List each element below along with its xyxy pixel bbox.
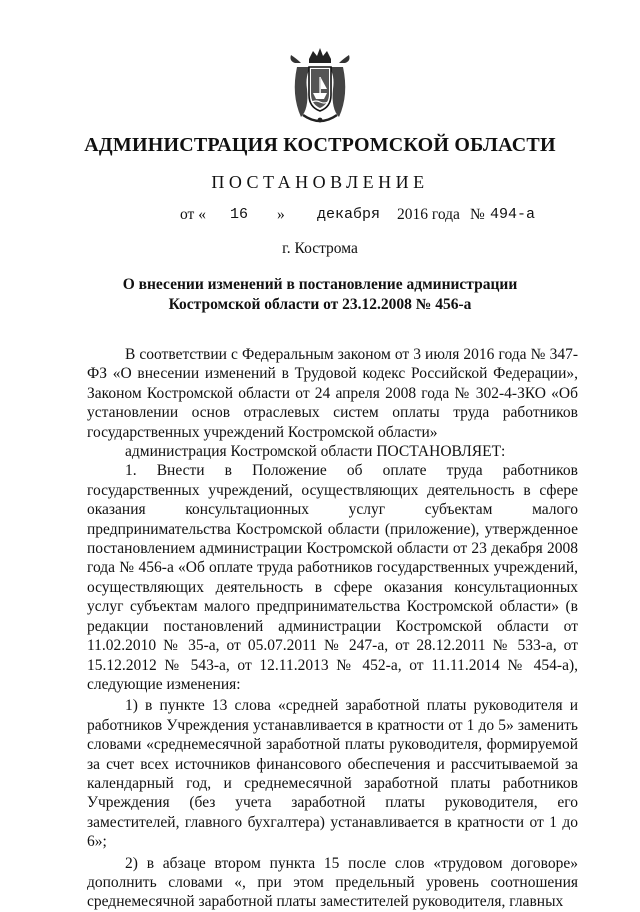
item-1-paragraph: 1. Внести в Положение об оплате труда работников государственных учреждений, осуществляющих деятельность в сфере оказания консультационных услуг субъектам малого предпринимательства Костромской области (приложение), утвержденное постановлением администрации Костромской области от 23 декабря 2008 года № 456-а «Об оплате труда работников государственных учреждений, осуществляющих деятельность в сфере оказания консультационных услуг субъектам малого предпринимательства Костромской области» (в редакции постановлений администрации Костромской области от 11.02.2010 № 35-а, от 05.07.2011 № 247-а, от 28.12.2011 № 533-а, от 15.12.2012 № 543-а, от 12.11.2013 № 452-а, от 11.11.2014 № 454-а), следующие изменения:	[87, 462, 578, 693]
subject-line-1: О внесении изменений в постановление администрации	[122, 276, 518, 293]
date-month: декабря	[317, 206, 381, 223]
date-day: 16	[230, 206, 249, 223]
document-subject	[0, 275, 640, 315]
preamble-paragraph: В соответствии с Федеральным законом от 3 июля 2016 года № 347-ФЗ «О внесении изменений в Трудовой кодекс Российской Федерации», Законом Костромской области от 24 апреля 2008 года № 302-4-ЗКО «Об установлении основ отраслевых систем оплаты труда работников государственных учреждений Костромской области»	[87, 346, 578, 441]
document-type: ПОСТАНОВЛЕНИЕ	[211, 172, 429, 192]
date-year: 2016 года	[397, 206, 460, 223]
number-prefix: №	[470, 206, 485, 223]
document-number: 494-а	[490, 206, 536, 223]
subitem-1-paragraph: 1) в пункте 13 слова «средней заработной платы руководителя и работников Учреждения устанавливается в кратности от 1 до 5» заменить словами «среднемесячной заработной платы руководителя, формируемой за счет всех источников финансового обеспечения и рассчитываемой за календарный год, и среднемесячной заработной платы работников Учреждения (без учета заработной платы руководителя, его заместителей, главного бухгалтера) устанавливается в кратности от 1 до 6»;	[87, 697, 578, 851]
date-prefix: от «	[180, 206, 206, 223]
coat-of-arms-emblem	[287, 45, 353, 127]
document-body	[87, 345, 578, 912]
subitem-2-paragraph: 2) в абзаце втором пункта 15 после слов «трудовом договоре» дополнить словами «, при этом предельный уровень соотношения среднемесячной заработной платы заместителей руководителя, главных	[87, 854, 578, 911]
date-quote-close: »	[277, 206, 285, 223]
subject-line-2: Костромской области от 23.12.2008 № 456-а	[168, 296, 472, 313]
resolves-paragraph: администрация Костромской области ПОСТАНОВЛЯЕТ:	[125, 443, 506, 461]
organization-name: АДМИНИСТРАЦИЯ КОСТРОМСКОЙ ОБЛАСТИ	[84, 134, 556, 156]
city: г. Кострома	[282, 240, 358, 257]
